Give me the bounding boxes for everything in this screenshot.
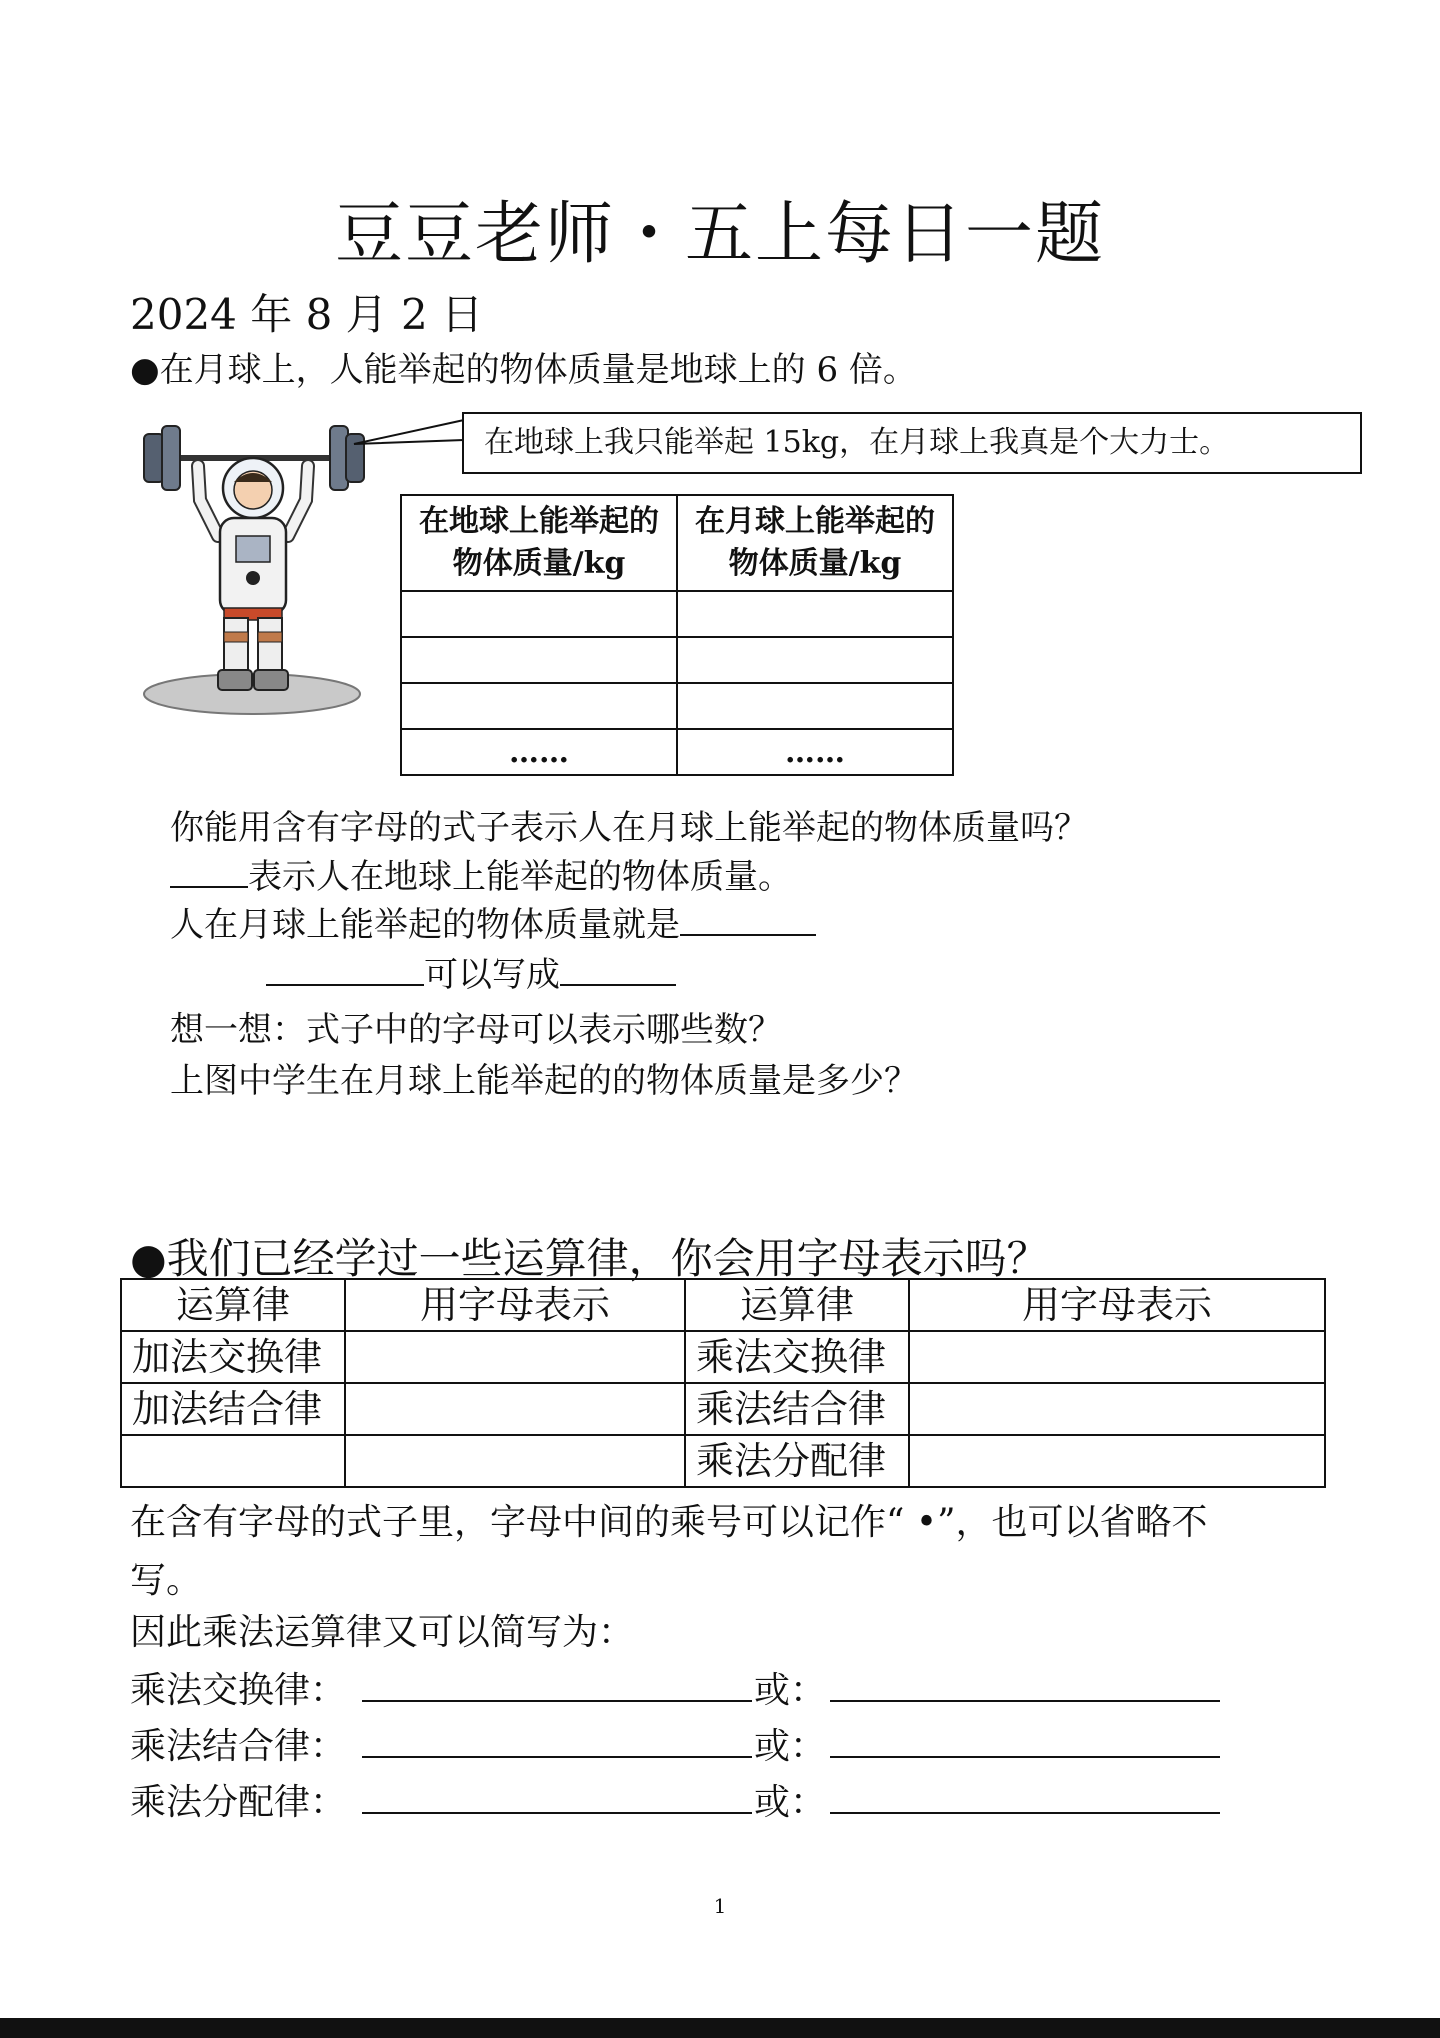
q1-write-line <box>266 947 676 996</box>
law-name <box>121 1435 345 1487</box>
law-name: 加法交换律 <box>121 1331 345 1383</box>
simplified-blank[interactable] <box>560 950 676 986</box>
fill-label: 乘法分配律： <box>130 1782 347 1823</box>
q1-think: 想一想：式子中的字母可以表示哪些数？ <box>170 1010 782 1050</box>
mass-table-cell[interactable] <box>401 591 677 637</box>
q1-intro: ●在月球上，人能举起的物体质量是地球上的 6 倍。 <box>130 350 917 390</box>
q1-moon-line <box>170 897 816 946</box>
mass-table-row <box>401 683 953 729</box>
fill-answer-line[interactable] <box>362 1812 752 1814</box>
fill-or-label: 或： <box>754 1670 827 1711</box>
expression-blank[interactable] <box>266 950 424 986</box>
fill-answer-line[interactable] <box>362 1700 752 1702</box>
letter-blank[interactable] <box>170 852 248 888</box>
mass-table-header-row <box>401 495 953 591</box>
speech-bubble-tail <box>352 418 466 448</box>
bottom-rule <box>0 2018 1440 2038</box>
mass-table-row <box>401 729 953 775</box>
law-answer-cell[interactable] <box>345 1383 685 1435</box>
q2-note-line2: 写。 <box>130 1560 203 1601</box>
laws-table-header: 运算律 <box>121 1279 345 1331</box>
date: 2024 年 8 月 2 日 <box>130 290 484 339</box>
law-answer-cell[interactable] <box>909 1383 1325 1435</box>
fill-answer-line[interactable] <box>830 1756 1220 1758</box>
mass-table-header: 在月球上能举起的物体质量/kg <box>677 495 953 591</box>
q1-represent-line <box>170 849 792 898</box>
mass-table <box>400 494 954 776</box>
law-answer-cell[interactable] <box>909 1435 1325 1487</box>
laws-table-header: 用字母表示 <box>909 1279 1325 1331</box>
astronaut-weightlifter-illustration <box>140 418 365 718</box>
law-name: 加法结合律 <box>121 1383 345 1435</box>
fill-answer-line[interactable] <box>362 1756 752 1758</box>
fill-answer-line[interactable] <box>830 1700 1220 1702</box>
fill-label: 乘法结合律： <box>130 1726 347 1767</box>
mass-table-header: 在地球上能举起的物体质量/kg <box>401 495 677 591</box>
q1-ask: 你能用含有字母的式子表示人在月球上能举起的物体质量吗？ <box>170 808 1088 848</box>
mass-table-cell[interactable] <box>677 683 953 729</box>
law-name: 乘法分配律 <box>685 1435 909 1487</box>
laws-table-row <box>121 1435 1325 1487</box>
fill-or-label: 或： <box>754 1726 827 1767</box>
mass-table-cell[interactable] <box>401 683 677 729</box>
q2-lead: 因此乘法运算律又可以简写为： <box>130 1612 635 1653</box>
fill-or-label: 或： <box>754 1782 827 1823</box>
fill-answer-line[interactable] <box>830 1812 1220 1814</box>
q2-note-line1: 在含有字母的式子里，字母中间的乘号可以记作“ •”，也可以省略不 <box>130 1502 1208 1543</box>
moon-expression-blank[interactable] <box>680 900 816 936</box>
laws-table-row <box>121 1331 1325 1383</box>
law-name: 乘法结合律 <box>685 1383 909 1435</box>
law-answer-cell[interactable] <box>345 1331 685 1383</box>
law-answer-cell[interactable] <box>909 1331 1325 1383</box>
law-answer-cell[interactable] <box>345 1435 685 1487</box>
laws-table-header: 用字母表示 <box>345 1279 685 1331</box>
page-number: 1 <box>713 1894 727 1918</box>
q2-intro: ●我们已经学过一些运算律，你会用字母表示吗？ <box>130 1234 1049 1283</box>
mass-table-cell[interactable] <box>401 637 677 683</box>
q1-moon-text: 人在月球上能举起的物体质量就是 <box>170 905 680 945</box>
speech-bubble: 在地球上我只能举起 15kg，在月球上我真是个大力士。 <box>462 412 1362 474</box>
q1-student: 上图中学生在月球上能举起的的物体质量是多少？ <box>170 1061 918 1101</box>
laws-table <box>120 1278 1326 1488</box>
page-title: 豆豆老师・五上每日一题 <box>334 195 1105 274</box>
laws-table-row <box>121 1383 1325 1435</box>
mass-table-cell[interactable] <box>677 591 953 637</box>
fill-label: 乘法交换律： <box>130 1670 347 1711</box>
mass-table-row <box>401 591 953 637</box>
laws-table-header-row <box>121 1279 1325 1331</box>
law-name: 乘法交换律 <box>685 1331 909 1383</box>
mass-table-cell[interactable] <box>677 637 953 683</box>
q1-write-text: 可以写成 <box>424 955 560 995</box>
q1-represent-text: 表示人在地球上能举起的物体质量。 <box>248 857 792 897</box>
mass-table-row <box>401 637 953 683</box>
laws-table-header: 运算律 <box>685 1279 909 1331</box>
mass-table-cell: …… <box>401 729 677 775</box>
mass-table-cell: …… <box>677 729 953 775</box>
